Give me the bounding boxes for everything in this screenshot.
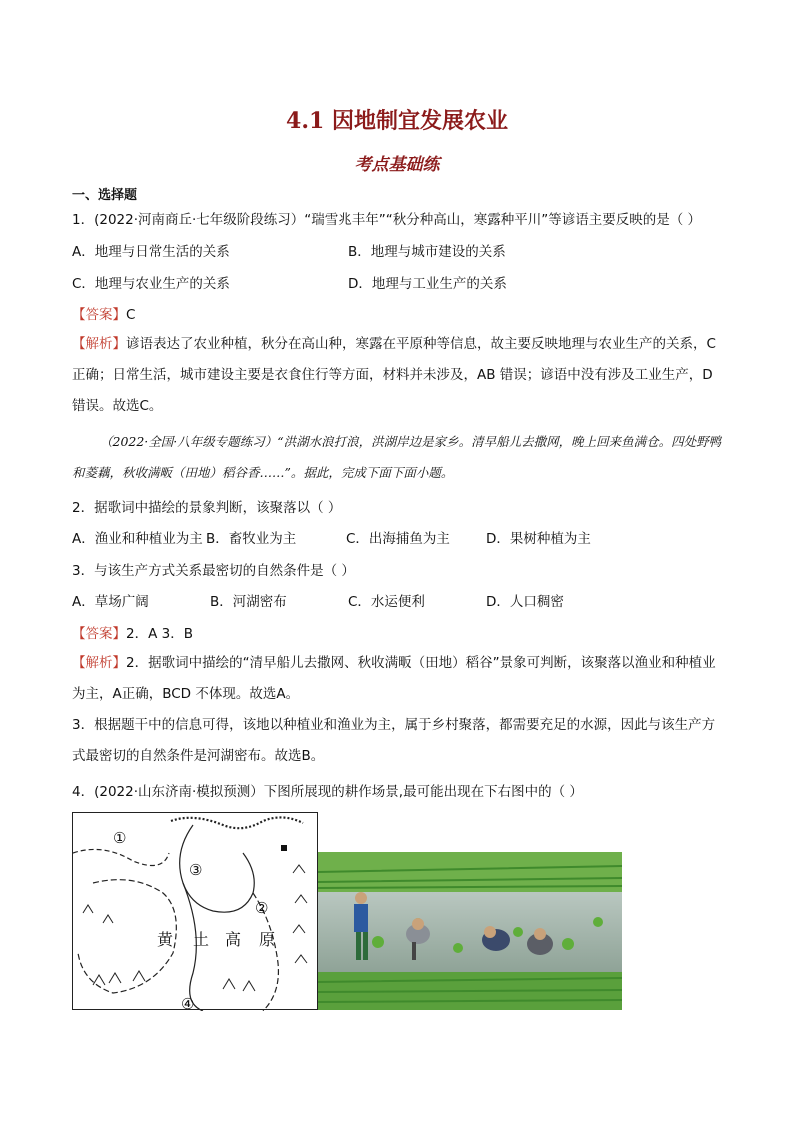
analysis-tag: 【解析】: [72, 655, 126, 671]
q1-option-b: B．地理与城市建设的关系: [348, 244, 506, 260]
plateau-char-3: 高: [225, 930, 242, 949]
q1-option-c: C．地理与农业生产的关系: [72, 276, 230, 292]
answer-value: 2．A 3．B: [126, 626, 193, 642]
analysis-text: 谚语表达了农业种植，秋分在高山种，寒露在平原种等信息，故主要反映地理与农业生产的关系，C正确；日常生活，城市建设主要是衣食住行等方面，材料并未涉及，AB 错误；谚语中没有涉及工业生产，D错误。故选C。: [72, 336, 716, 414]
q1-option-d: D．地理与工业生产的关系: [348, 276, 507, 292]
q3-option-d: D．人口稠密: [486, 594, 564, 610]
q2-option-a: A．渔业和种植业为主: [72, 531, 203, 547]
question-3-stem: 3．与该生产方式关系最密切的自然条件是（ ）: [72, 563, 355, 579]
q2-option-c: C．出海捕鱼为主: [346, 531, 450, 547]
question-1-stem: 1．(2022·河南商丘·七年级阶段练习）“瑞雪兆丰年”“秋分种高山，寒露种平川”等谚语主要反映的是（ ）: [72, 212, 702, 228]
q23-answer: [72, 622, 193, 642]
reading-passage: （2022·全国·八年级专题练习）“洪湖水浪打浪，洪湖岸边是家乡。清早船儿去撒网，晚上回来鱼满仓。四处野鸭和菱藕，秋收满畈（田地）稻谷香……”。据此，完成下面下面小题。: [72, 434, 722, 480]
loess-plateau-map: [72, 812, 318, 1010]
page-title: 4.1 因地制宜发展农业: [286, 108, 508, 134]
q2-option-d: D．果树种植为主: [486, 531, 591, 547]
map-label-2: ②: [255, 899, 269, 917]
answer-value: C: [126, 307, 136, 323]
plateau-char-2: 土: [193, 930, 210, 949]
answer-tag: 【答案】: [72, 626, 126, 642]
q2-option-b: B．畜牧业为主: [206, 531, 297, 547]
plateau-char-1: 黄: [157, 930, 174, 949]
section-heading: 一、选择题: [72, 188, 138, 203]
rice-field-photo: [318, 852, 622, 1010]
q3-option-c: C．水运便利: [348, 594, 425, 610]
analysis-tag: 【解析】: [72, 336, 126, 352]
map-label-1: ①: [113, 829, 127, 847]
question-4-stem: 4．(2022·山东济南·模拟预测）下图所展现的耕作场景,最可能出现在下右图中的（ ）: [72, 784, 583, 800]
q23-analysis-2: 3．根据题干中的信息可得，该地以种植业和渔业为主，属于乡村聚落，都需要充足的水源，因此与该生产方式最密切的自然条件是河湖密布。故选B。: [72, 717, 716, 764]
plateau-char-4: 原: [259, 930, 276, 949]
q1-option-a: A．地理与日常生活的关系: [72, 244, 230, 260]
map-label-4: ④: [181, 995, 195, 1011]
q1-analysis: [72, 329, 722, 422]
q1-answer: [72, 303, 135, 323]
rice-field-illustration: [318, 852, 622, 1010]
map-drawing: [73, 813, 319, 1011]
map-label-3: ③: [189, 861, 203, 879]
question-2-stem: 2．据歌词中描绘的景象判断，该聚落以（ ）: [72, 500, 342, 516]
q3-option-b: B．河湖密布: [210, 594, 287, 610]
q23-analysis-1: [72, 648, 722, 710]
analysis-text: 2．据歌词中描绘的“清早船儿去撒网、秋收满畈（田地）稻谷”景象可判断，该聚落以渔业和种植业为主，A正确，BCD 不体现。故选A。: [72, 655, 716, 702]
answer-tag: 【答案】: [72, 307, 126, 323]
q3-option-a: A．草场广阔: [72, 594, 149, 610]
page-subtitle: 考点基础练: [354, 155, 440, 175]
